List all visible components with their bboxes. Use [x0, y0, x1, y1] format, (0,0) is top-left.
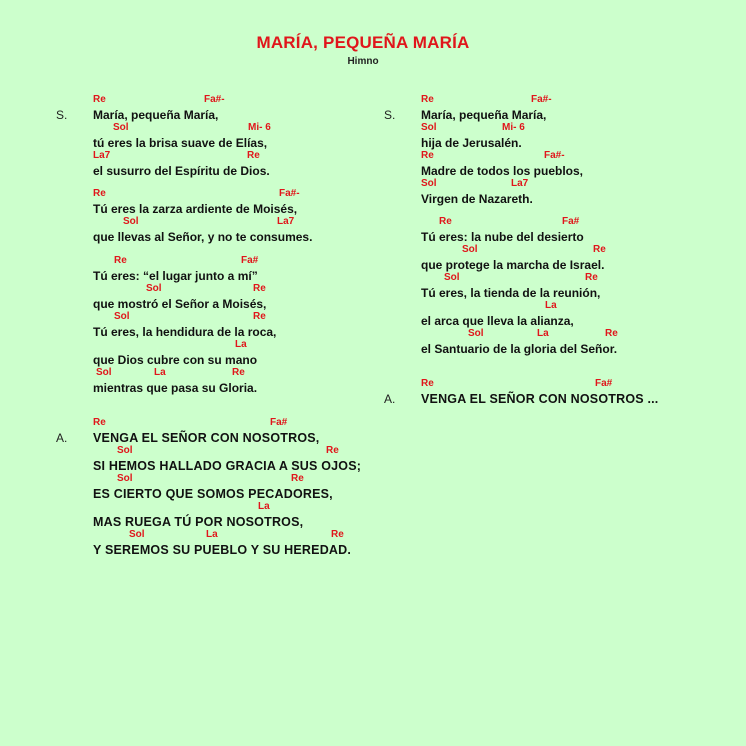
- chord-label: Re: [331, 529, 344, 540]
- chord-label: Fa#-: [531, 94, 552, 105]
- lyric-text: que llevas al Señor, y no te consumes.: [93, 230, 313, 244]
- chord-label: Fa#: [595, 378, 613, 389]
- chord-label: La: [235, 339, 247, 350]
- solo-tag: S.: [384, 108, 396, 122]
- chord-line: [93, 188, 312, 202]
- chord-label: Re: [93, 188, 106, 199]
- chord-label: Sol: [114, 311, 130, 322]
- chord-label: Re: [439, 216, 452, 227]
- chord-label: Re: [93, 417, 106, 428]
- lyric-text: VENGA EL SEÑOR CON NOSOTROS ...: [421, 392, 659, 406]
- chord-label: La: [154, 367, 166, 378]
- chord-label: Re: [93, 94, 106, 105]
- chord-line: [421, 178, 583, 192]
- lyric-line: [93, 255, 276, 283]
- lyric-line: [93, 529, 361, 557]
- chord-line: [93, 311, 276, 325]
- lyric-text: Tú eres: “el lugar junto a mí”: [93, 269, 258, 283]
- chord-label: Re: [326, 445, 339, 456]
- chord-line: [421, 122, 583, 136]
- lyric-line: [421, 300, 617, 328]
- chord-label: Sol: [96, 367, 112, 378]
- lyric-text: hija de Jerusalén.: [421, 136, 522, 150]
- lyric-text: María, pequeña María,: [421, 108, 547, 122]
- lyric-text: mientras que pasa su Gloria.: [93, 381, 258, 395]
- chord-label: Fa#: [270, 417, 288, 428]
- lyric-text: ES CIERTO QUE SOMOS PECADORES,: [93, 487, 333, 501]
- chord-line: [93, 94, 270, 108]
- lyric-line: [93, 367, 276, 395]
- lyric-line: [421, 328, 617, 356]
- lyric-line: [421, 216, 617, 244]
- lyric-line: [93, 122, 270, 150]
- chord-label: Re: [593, 244, 606, 255]
- lyric-text: Tú eres, la tienda de la reunión,: [421, 286, 601, 300]
- right-antiphon: [421, 378, 658, 406]
- lyric-line: [93, 216, 312, 244]
- chord-label: Sol: [117, 473, 133, 484]
- lyric-text: el Santuario de la gloria del Señor.: [421, 342, 618, 356]
- lyric-line: [93, 311, 276, 339]
- chord-line: [93, 150, 270, 164]
- chord-line: [421, 272, 617, 286]
- chord-line: [93, 501, 361, 515]
- lyric-text: Tú eres: la nube del desierto: [421, 230, 584, 244]
- lyric-line: [93, 188, 312, 216]
- chord-label: Fa#-: [204, 94, 225, 105]
- right-verse-2: [421, 216, 617, 356]
- chord-line: [421, 216, 617, 230]
- chord-line: [421, 300, 617, 314]
- chord-label: Re: [585, 272, 598, 283]
- chord-line: [93, 255, 276, 269]
- chord-label: Re: [421, 94, 434, 105]
- chord-label: Re: [605, 328, 618, 339]
- chord-label: Mi- 6: [502, 122, 525, 133]
- chord-label: Re: [247, 150, 260, 161]
- lyric-text: que Dios cubre con su mano: [93, 353, 258, 367]
- chord-label: Sol: [113, 122, 129, 133]
- chord-line: [421, 94, 583, 108]
- lyric-text: el arca que lleva la alianza,: [421, 314, 574, 328]
- chord-line: [93, 122, 270, 136]
- lyric-line: [93, 417, 361, 445]
- left-verse-3: [93, 255, 276, 395]
- lyric-text: que mostró el Señor a Moisés,: [93, 297, 267, 311]
- chord-line: [93, 473, 361, 487]
- chord-label: La7: [93, 150, 111, 161]
- chord-label: La: [537, 328, 549, 339]
- chord-label: La: [545, 300, 557, 311]
- lyric-line: [93, 283, 276, 311]
- left-verse-2: [93, 188, 312, 244]
- solo-tag: S.: [56, 108, 68, 122]
- left-antiphon: [93, 417, 361, 557]
- chord-label: Fa#-: [544, 150, 565, 161]
- left-verse-1: [93, 94, 270, 178]
- lyric-text: el susurro del Espíritu de Dios.: [93, 164, 270, 178]
- lyric-text: Tú eres la zarza ardiente de Moisés,: [93, 202, 298, 216]
- lyric-line: [93, 445, 361, 473]
- lyric-text: tú eres la brisa suave de Elías,: [93, 136, 268, 150]
- lyric-line: [93, 501, 361, 529]
- hymn-title: MARÍA, PEQUEÑA MARÍA: [256, 33, 470, 52]
- lyric-line: [421, 150, 583, 178]
- lyric-line: [93, 94, 270, 122]
- lyric-line: [421, 178, 583, 206]
- chord-line: [93, 339, 276, 353]
- chord-label: Re: [421, 150, 434, 161]
- lyric-text: Y SEREMOS SU PUEBLO Y SU HEREDAD.: [93, 543, 352, 557]
- chord-label: Sol: [444, 272, 460, 283]
- lyric-line: [421, 122, 583, 150]
- chord-line: [93, 417, 361, 431]
- lyric-line: [93, 339, 276, 367]
- chord-label: Re: [291, 473, 304, 484]
- chord-label: Sol: [462, 244, 478, 255]
- chord-label: La: [258, 501, 270, 512]
- chord-label: Sol: [129, 529, 145, 540]
- chord-label: Sol: [421, 178, 437, 189]
- chord-label: Sol: [123, 216, 139, 227]
- lyric-text: Madre de todos los pueblos,: [421, 164, 584, 178]
- chord-line: [421, 244, 617, 258]
- chord-label: Fa#: [562, 216, 580, 227]
- lyric-text: Virgen de Nazareth.: [421, 192, 533, 206]
- chord-label: Re: [114, 255, 127, 266]
- chord-label: Sol: [146, 283, 162, 294]
- antiphon-tag: A.: [384, 392, 396, 406]
- lyric-line: [421, 244, 617, 272]
- antiphon-tag: A.: [56, 431, 68, 445]
- chord-label: Sol: [468, 328, 484, 339]
- chord-label: Sol: [117, 445, 133, 456]
- lyric-text: MAS RUEGA TÚ POR NOSOTROS,: [93, 515, 304, 529]
- lyric-line: [421, 272, 617, 300]
- lyric-line: [421, 94, 583, 122]
- chord-line: [93, 283, 276, 297]
- chord-line: [93, 445, 361, 459]
- chord-label: Fa#: [241, 255, 259, 266]
- chord-label: Re: [253, 311, 266, 322]
- lyric-text: María, pequeña María,: [93, 108, 219, 122]
- chord-line: [421, 378, 658, 392]
- chord-label: Fa#-: [279, 188, 300, 199]
- lyric-line: [93, 150, 270, 178]
- lyric-text: Tú eres, la hendidura de la roca,: [93, 325, 277, 339]
- lyric-text: SI HEMOS HALLADO GRACIA A SUS OJOS;: [93, 459, 362, 473]
- chord-label: La7: [277, 216, 295, 227]
- chord-line: [93, 529, 361, 543]
- chord-label: Re: [232, 367, 245, 378]
- lyric-text: VENGA EL SEÑOR CON NOSOTROS,: [93, 431, 320, 445]
- chord-label: La: [206, 529, 218, 540]
- chord-line: [421, 150, 583, 164]
- right-verse-1: [421, 94, 583, 206]
- hymn-subtitle: Himno: [347, 56, 379, 67]
- chord-label: Sol: [421, 122, 437, 133]
- chord-line: [93, 367, 276, 381]
- chord-line: [93, 216, 312, 230]
- lyric-text: que protege la marcha de Israel.: [421, 258, 605, 272]
- chord-label: Re: [253, 283, 266, 294]
- chord-label: Mi- 6: [248, 122, 271, 133]
- lyric-line: [421, 378, 658, 406]
- chord-label: Re: [421, 378, 434, 389]
- chord-label: La7: [511, 178, 529, 189]
- chord-line: [421, 328, 617, 342]
- lyric-line: [93, 473, 361, 501]
